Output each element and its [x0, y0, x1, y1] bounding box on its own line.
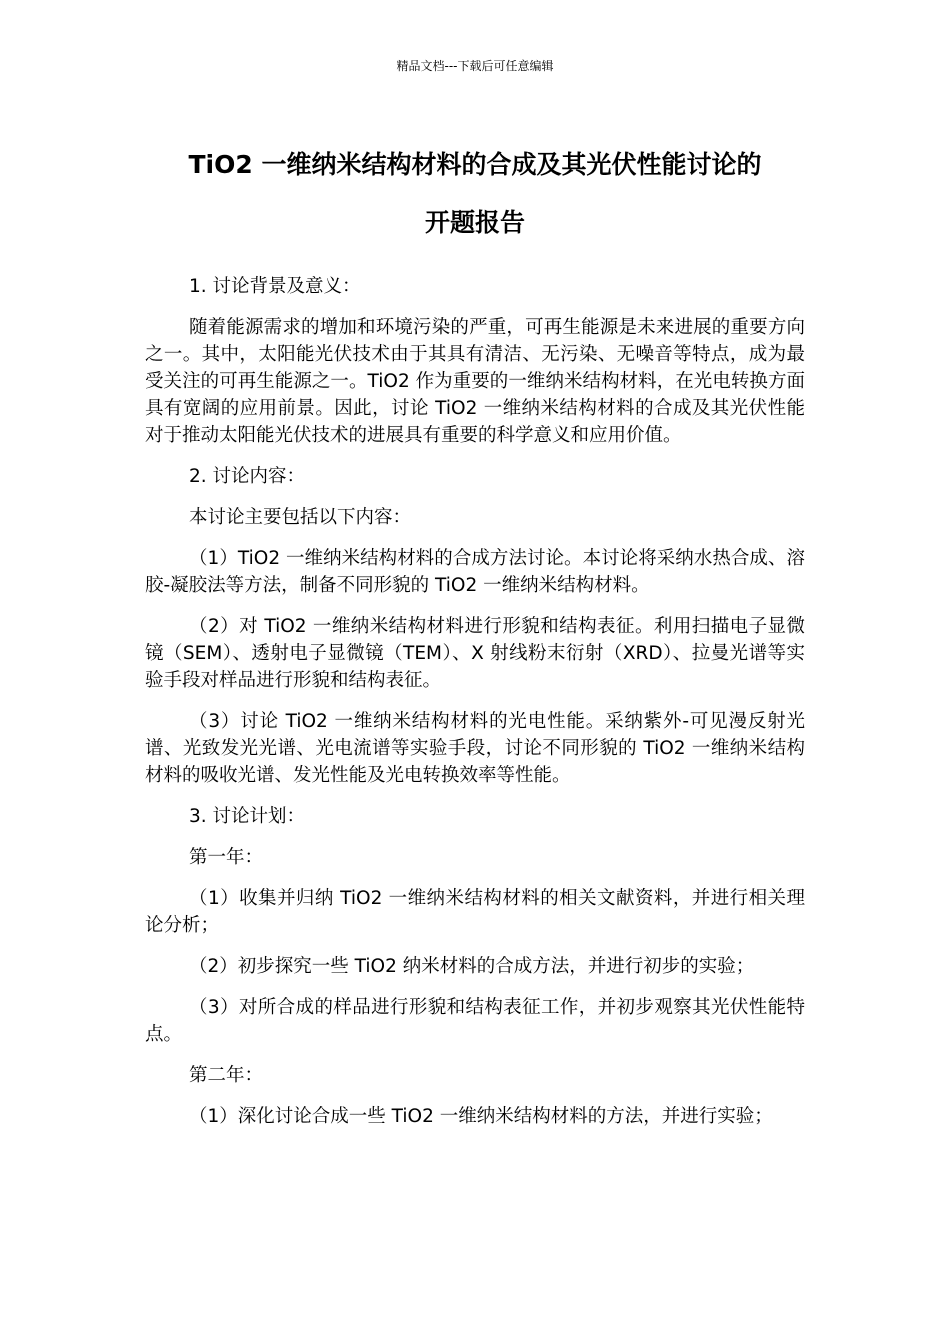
document-title — [145, 136, 805, 252]
section-2-item-3: （3）讨论 TiO2 一维纳米结构材料的光电性能。采纳紫外-可见漫反射光谱、光致发光光谱、光电流谱等实验手段，讨论不同形貌的 TiO2 一维纳米结构材料的吸收光谱、发光性能及光电转换效率等性能。 — [145, 711, 805, 786]
document-body — [145, 273, 805, 1144]
section-1-paragraph: 随着能源需求的增加和环境污染的严重，可再生能源是未来进展的重要方向之一。其中，太阳能光伏技术由于其具有清洁、无污染、无噪音等特点，成为最受关注的可再生能源之一。TiO2 作为重要的一维纳米结构材料，在光电转换方面具有宽阔的应用前景。因此，讨论 TiO2 一维纳米结构材料的合成及其光伏性能对于推动太阳能光伏技术的进展具有重要的科学意义和应用价值。 — [145, 317, 805, 446]
year-1-label: 第一年： — [189, 847, 264, 868]
section-2-intro: 本讨论主要包括以下内容： — [189, 507, 412, 528]
year-1-item-3: （3）对所合成的样品进行形貌和结构表征工作，并初步观察其光伏性能特点。 — [145, 997, 805, 1045]
year-1-item-1: （1）收集并归纳 TiO2 一维纳米结构材料的相关文献资料，并进行相关理论分析； — [145, 888, 805, 936]
page-header-note: 精品文档---下载后可任意编辑 — [396, 59, 554, 73]
section-2-heading: 2. 讨论内容： — [189, 466, 306, 487]
section-1-heading: 1. 讨论背景及意义： — [189, 276, 361, 297]
year-1-item-2: （2）初步探究一些 TiO2 纳米材料的合成方法，并进行初步的实验； — [189, 956, 755, 977]
section-2-item-1: （1）TiO2 一维纳米结构材料的合成方法讨论。本讨论将采纳水热合成、溶胶-凝胶法等方法，制备不同形貌的 TiO2 一维纳米结构材料。 — [145, 548, 805, 596]
year-2-label: 第二年： — [189, 1065, 264, 1086]
title-line-2: 开题报告 — [424, 208, 525, 237]
section-3-heading: 3. 讨论计划： — [189, 806, 306, 827]
section-2-item-2: （2）对 TiO2 一维纳米结构材料进行形貌和结构表征。利用扫描电子显微镜（SEM）、透射电子显微镜（TEM）、X 射线粉末衍射（XRD）、拉曼光谱等实验手段对样品进行形貌和结构表征。 — [145, 616, 805, 691]
title-line-1: TiO2 一维纳米结构材料的合成及其光伏性能讨论的 — [188, 150, 762, 179]
year-2-item-1: （1）深化讨论合成一些 TiO2 一维纳米结构材料的方法，并进行实验； — [189, 1106, 773, 1127]
